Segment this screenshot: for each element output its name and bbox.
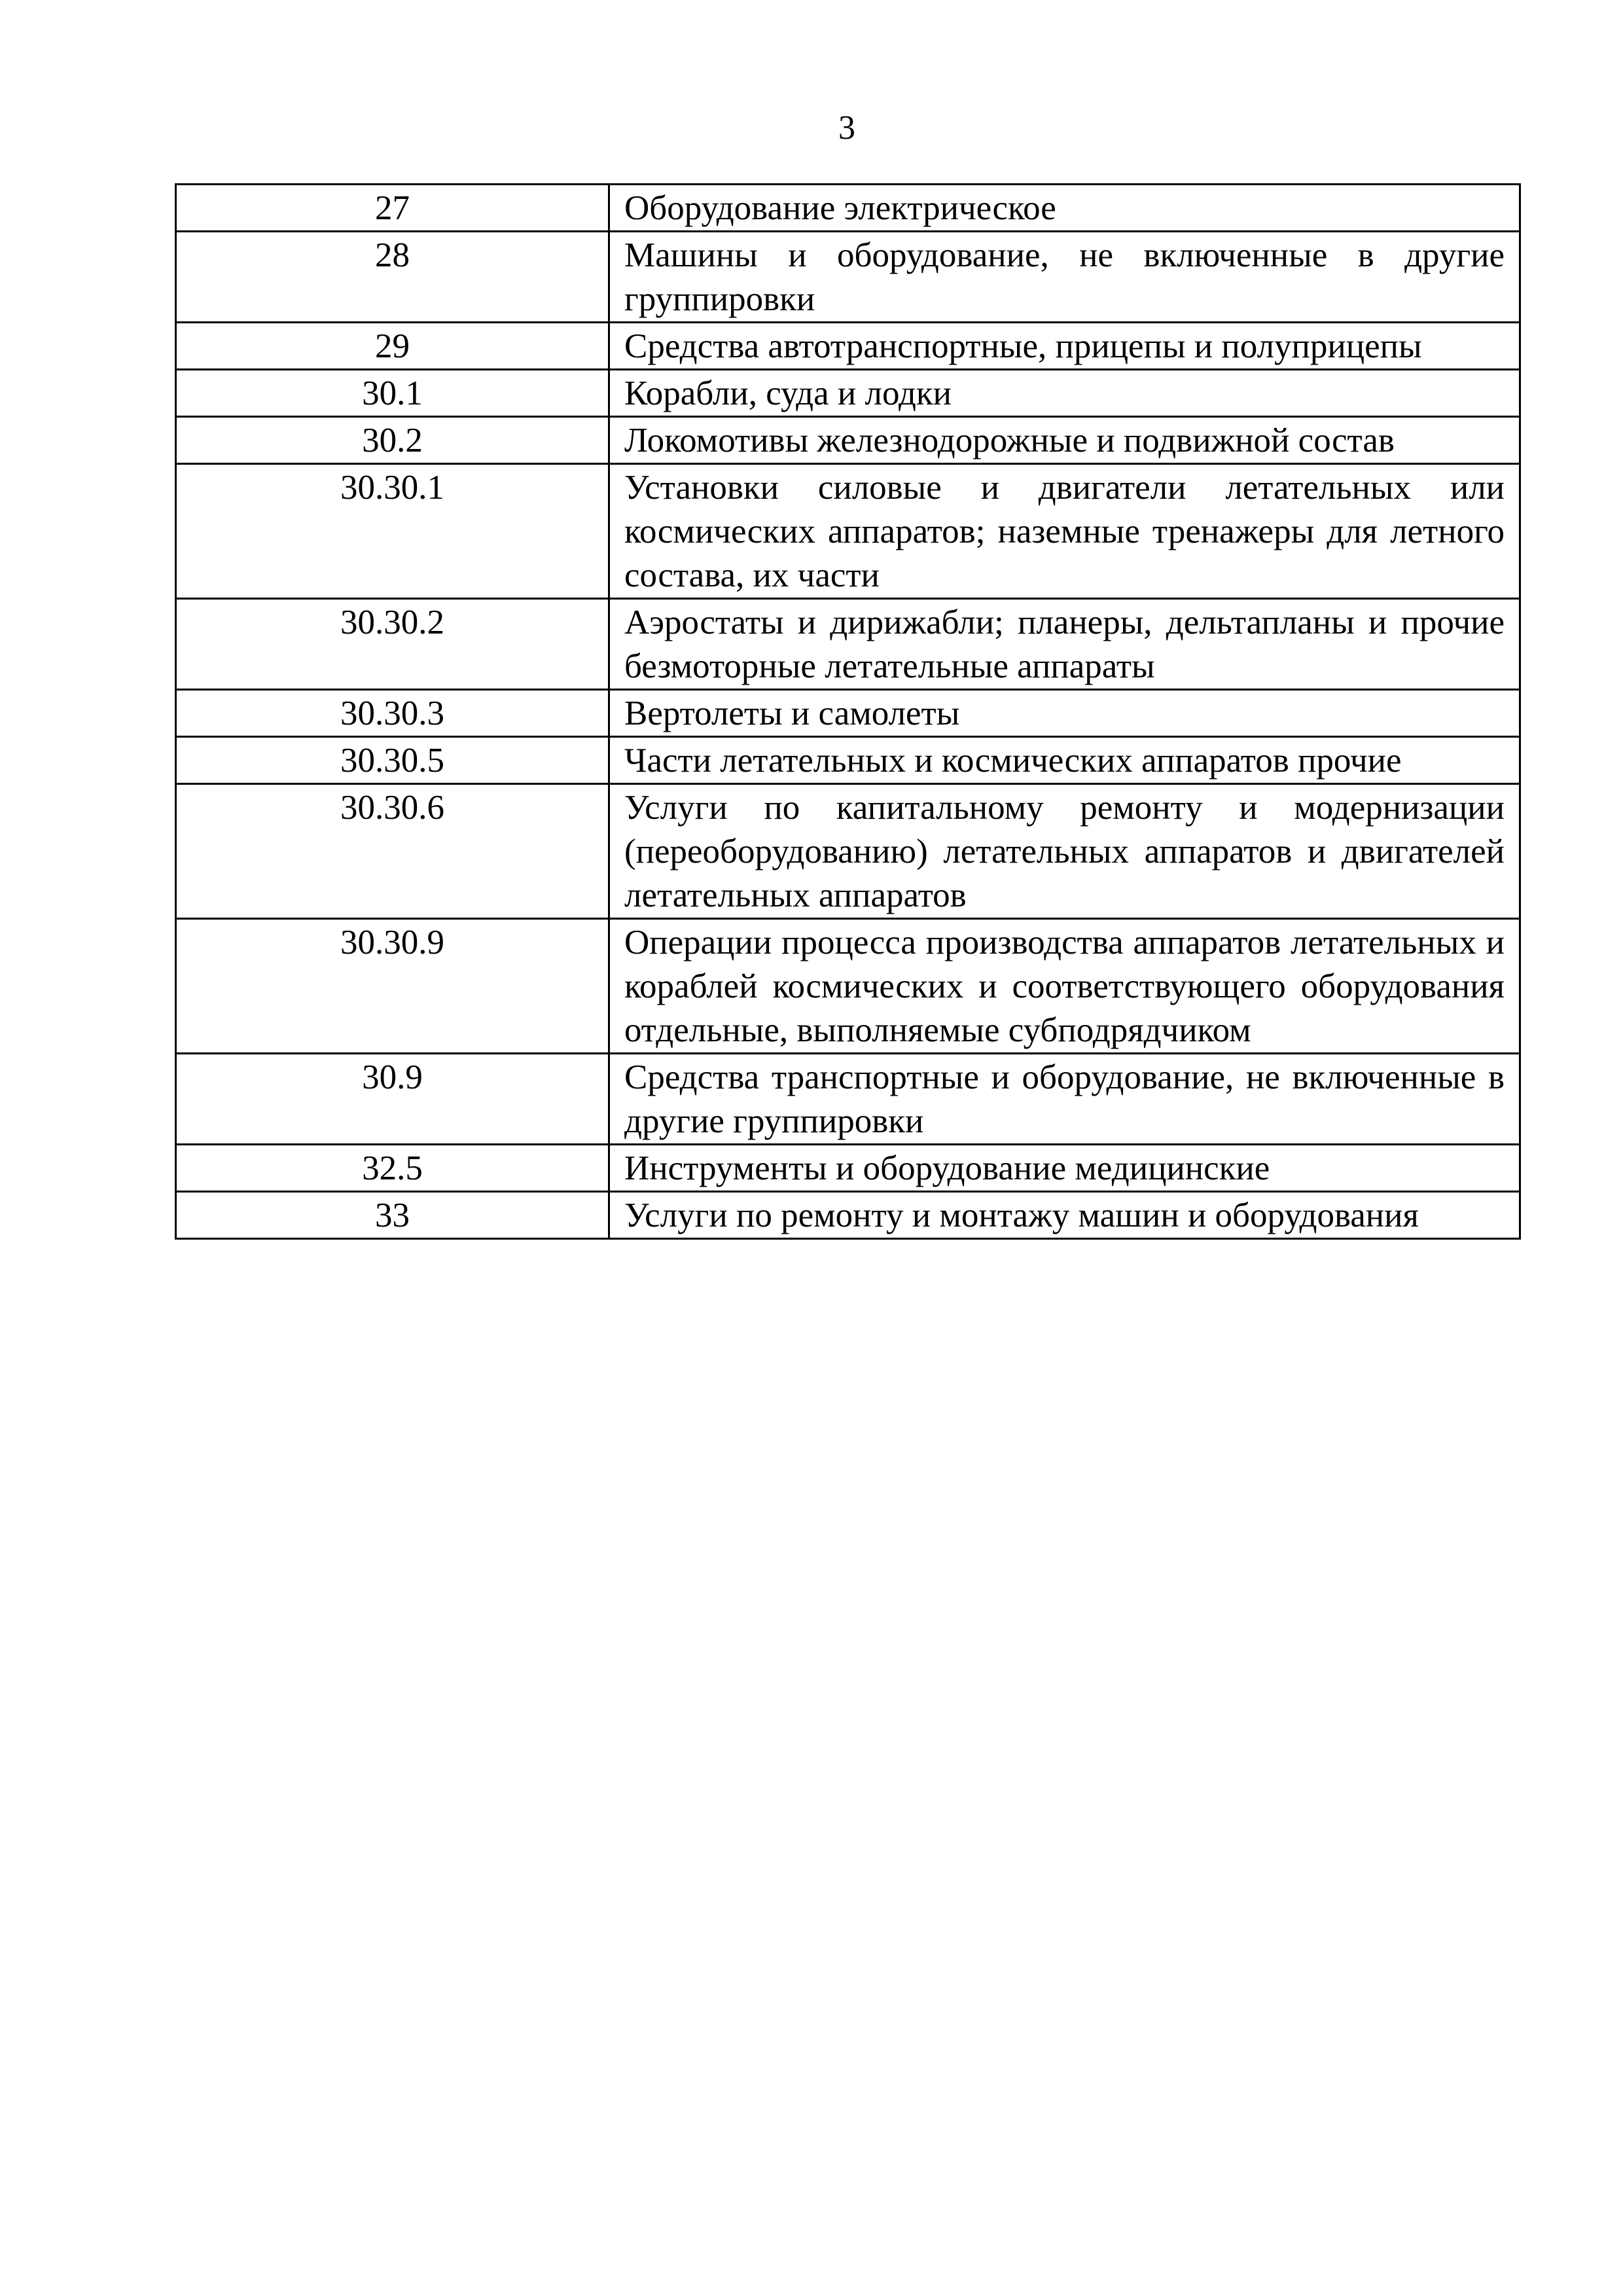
code-cell: 30.30.1 [176,464,609,599]
code-cell: 30.30.3 [176,690,609,737]
code-cell: 30.2 [176,417,609,464]
description-cell: Части летательных и космических аппаратов прочие [609,737,1520,784]
code-cell: 29 [176,323,609,370]
description-cell: Вертолеты и самолеты [609,690,1520,737]
code-cell: 28 [176,232,609,323]
description-cell: Оборудование электрическое [609,185,1520,232]
description-cell: Средства автотранспортные, прицепы и полуприцепы [609,323,1520,370]
description-cell: Аэростаты и дирижабли; планеры, дельтапланы и прочие безмоторные летательные аппараты [609,599,1520,690]
code-cell: 30.30.2 [176,599,609,690]
table-row [176,690,1520,737]
description-cell: Услуги по ремонту и монтажу машин и оборудования [609,1192,1520,1239]
table-row [176,784,1520,919]
description-cell: Локомотивы железнодорожные и подвижной состав [609,417,1520,464]
code-cell: 27 [176,185,609,232]
classification-table [175,183,1521,1240]
code-cell: 30.30.9 [176,919,609,1054]
table-row [176,323,1520,370]
table-row [176,1145,1520,1192]
table-row [176,1192,1520,1239]
table-row [176,919,1520,1054]
table-row [176,185,1520,232]
table-row [176,370,1520,417]
code-cell: 30.1 [176,370,609,417]
description-cell: Инструменты и оборудование медицинские [609,1145,1520,1192]
description-cell: Услуги по капитальному ремонту и модернизации (переоборудованию) летательных аппаратов и двигателей летательных аппаратов [609,784,1520,919]
description-cell: Машины и оборудование, не включенные в другие группировки [609,232,1520,323]
code-cell: 30.30.5 [176,737,609,784]
code-cell: 33 [176,1192,609,1239]
table-row [176,464,1520,599]
table-row [176,1054,1520,1145]
table-row [176,737,1520,784]
code-cell: 32.5 [176,1145,609,1192]
code-cell: 30.30.6 [176,784,609,919]
table-row [176,599,1520,690]
description-cell: Операции процесса производства аппаратов летательных и кораблей космических и соответствующего оборудования отдельные, выполняемые субподрядчиком [609,919,1520,1054]
description-cell: Установки силовые и двигатели летательных или космических аппаратов; наземные тренажеры для летного состава, их части [609,464,1520,599]
description-cell: Корабли, суда и лодки [609,370,1520,417]
description-cell: Средства транспортные и оборудование, не включенные в другие группировки [609,1054,1520,1145]
code-cell: 30.9 [176,1054,609,1145]
table-row [176,232,1520,323]
table-row [176,417,1520,464]
page-number: 3 [838,109,855,147]
